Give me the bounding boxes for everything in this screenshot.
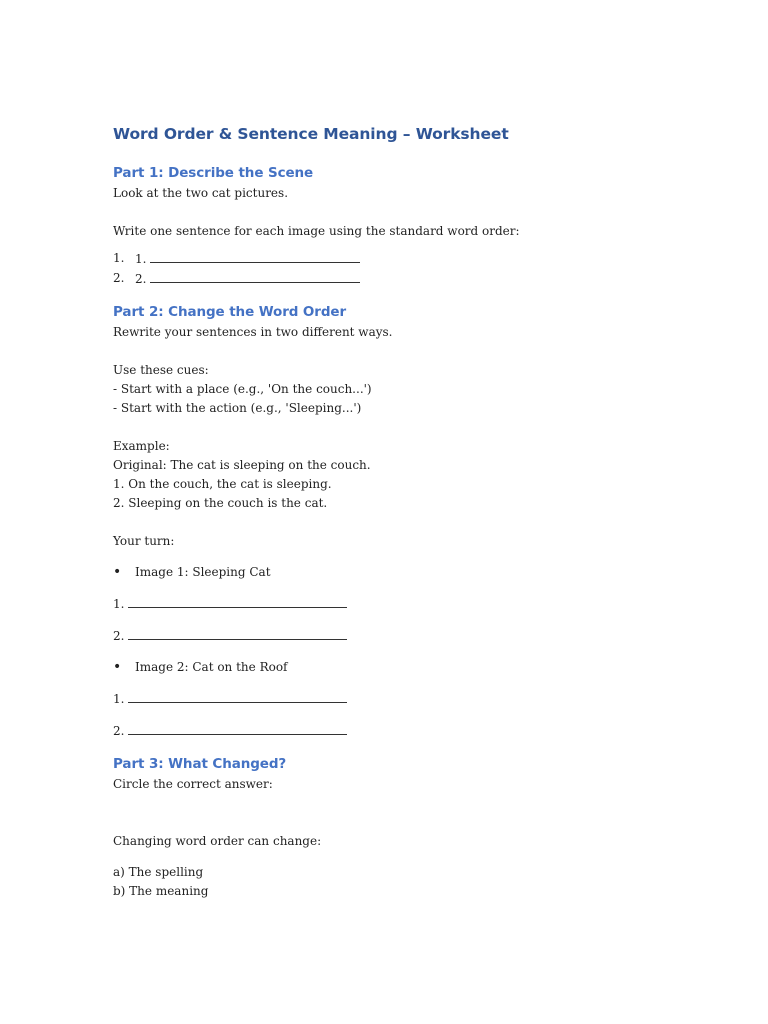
image1-answer-2: [113, 626, 673, 646]
image1-bullet-item: [113, 563, 673, 582]
image1-label: Image 1: Sleeping Cat: [135, 565, 271, 579]
answer-number: 2.: [113, 629, 125, 643]
part1-heading: Part 1: Describe the Scene: [113, 165, 314, 181]
list-number: 1.: [113, 251, 125, 265]
image2-answer-2: [113, 721, 673, 741]
part1-answer-list: [113, 249, 673, 289]
answer-number: 1.: [113, 597, 125, 611]
example-original: Original: The cat is sleeping on the couch.: [113, 458, 371, 472]
list-number: 2.: [113, 271, 125, 285]
list-item: [113, 249, 673, 269]
part1-task: Write one sentence for each image using the standard word order:: [113, 224, 520, 238]
answer-label: 2.: [135, 272, 147, 286]
part3-instruction: Circle the correct answer:: [113, 777, 273, 791]
image2-bullet-item: [113, 658, 673, 677]
image2-answer-1: [113, 689, 673, 709]
example-rewrite-1: 1. On the couch, the cat is sleeping.: [113, 477, 332, 491]
cue-place: - Start with a place (e.g., 'On the couch...'): [113, 382, 372, 396]
answer-number: 2.: [113, 724, 125, 738]
cues-label: Use these cues:: [113, 363, 209, 377]
your-turn-label: Your turn:: [113, 534, 175, 548]
answer-blank[interactable]: [128, 626, 347, 640]
example-rewrite-2: 2. Sleeping on the couch is the cat.: [113, 496, 328, 510]
worksheet-title: Word Order & Sentence Meaning – Worksheet: [113, 125, 509, 143]
part2-heading: Part 2: Change the Word Order: [113, 304, 347, 320]
option-b[interactable]: b) The meaning: [113, 884, 209, 898]
answer-label: 1.: [135, 252, 147, 266]
part3-question: Changing word order can change:: [113, 834, 322, 848]
answer-blank[interactable]: [150, 249, 360, 263]
image2-label: Image 2: Cat on the Roof: [135, 660, 288, 674]
bullet-icon: •: [113, 564, 122, 580]
image1-answer-1: [113, 594, 673, 614]
part3-heading: Part 3: What Changed?: [113, 756, 287, 772]
worksheet-content: [113, 122, 673, 901]
cue-action: - Start with the action (e.g., 'Sleeping...'): [113, 401, 362, 415]
answer-blank[interactable]: [128, 689, 347, 703]
example-label: Example:: [113, 439, 170, 453]
option-a[interactable]: a) The spelling: [113, 865, 204, 879]
part1-instruction: Look at the two cat pictures.: [113, 186, 289, 200]
answer-number: 1.: [113, 692, 125, 706]
answer-blank[interactable]: [150, 269, 360, 283]
answer-blank[interactable]: [128, 721, 347, 735]
list-item: [113, 269, 673, 289]
answer-blank[interactable]: [128, 594, 347, 608]
bullet-icon: •: [113, 659, 122, 675]
part2-intro: Rewrite your sentences in two different ways.: [113, 325, 393, 339]
